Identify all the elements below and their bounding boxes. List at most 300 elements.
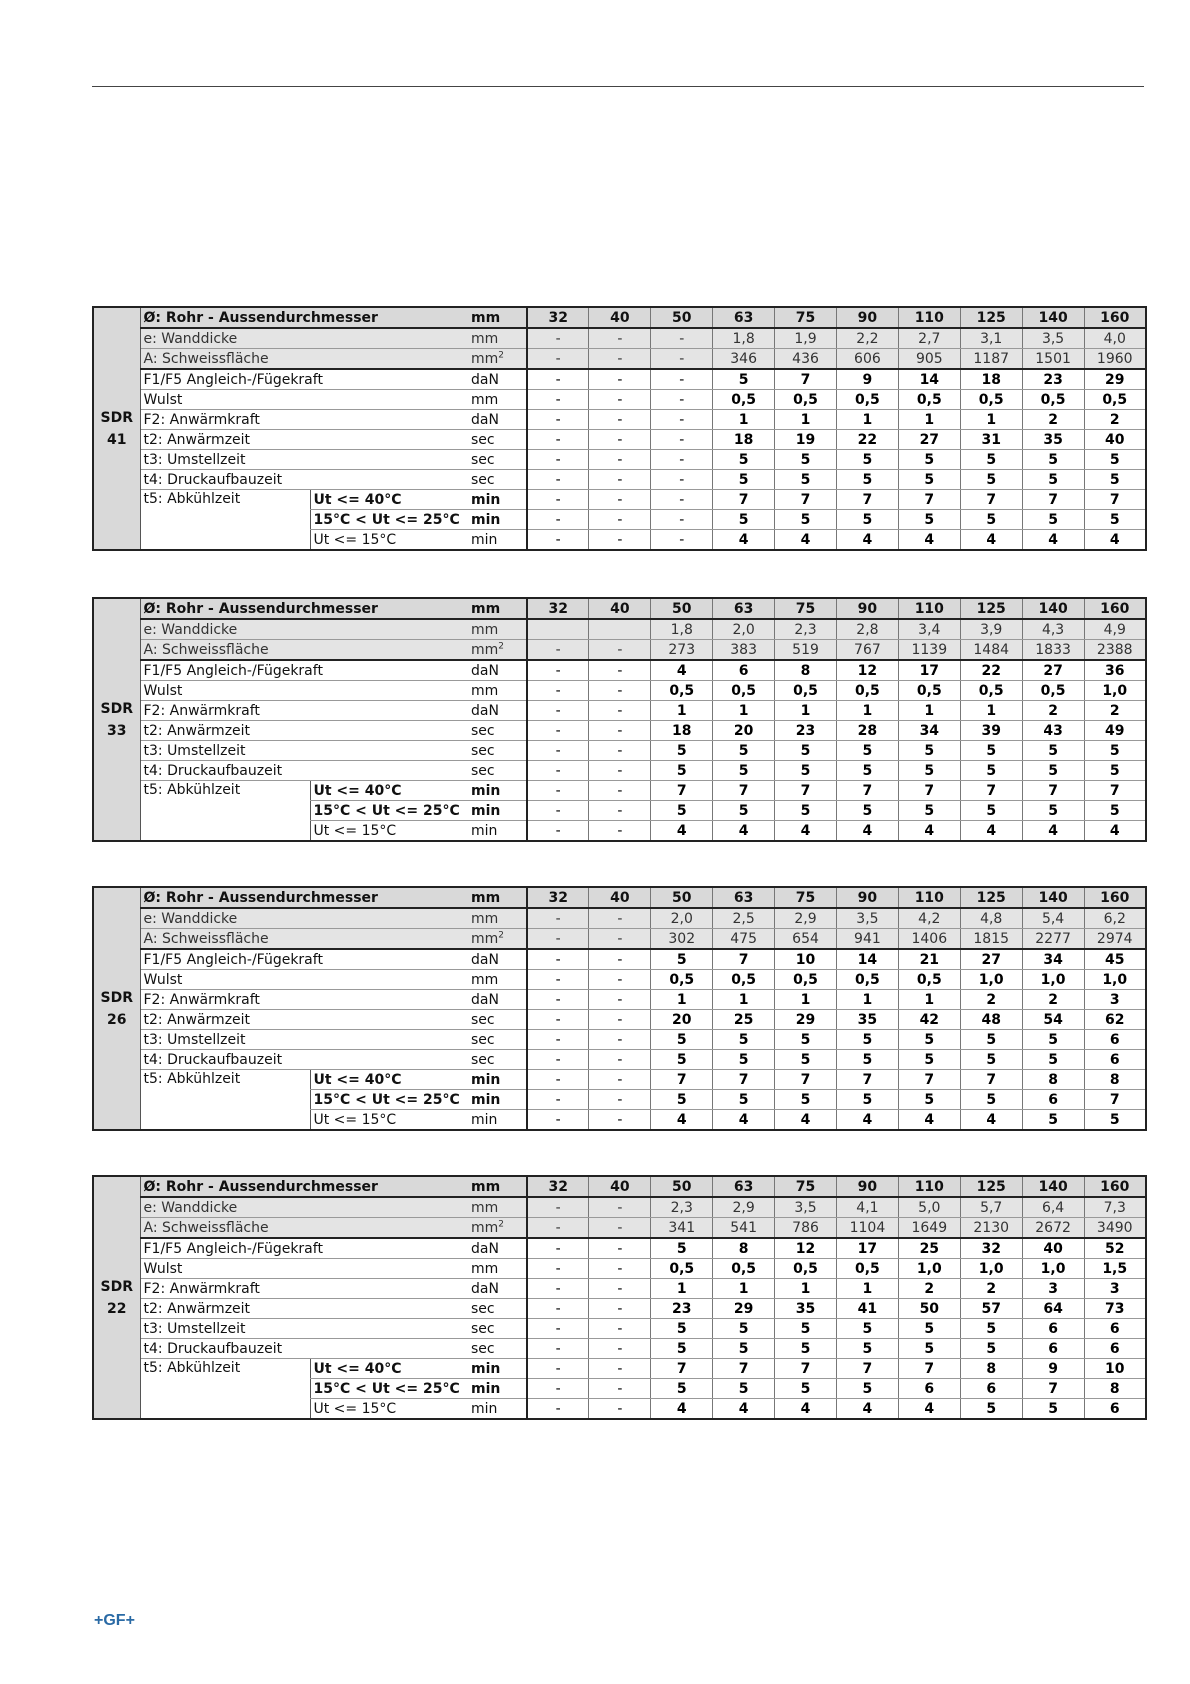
heating-force-row-cell: 1 [775, 1279, 837, 1299]
cooling-time-row-1-cell: 7 [960, 1070, 1022, 1090]
changeover-time-row-cell: 5 [775, 1030, 837, 1050]
bead-row-cell: 1,0 [1084, 681, 1146, 701]
cooling-time-row-3-cell: 4 [651, 1110, 713, 1131]
heating-time-row-cell: 54 [1022, 1010, 1084, 1030]
pressure-buildup-row-cell: 6 [1084, 1339, 1146, 1359]
wall-thickness-row-cell: 2,8 [836, 619, 898, 640]
heating-force-row-cell: - [527, 1279, 589, 1299]
cooling-time-row-3-cell: 4 [898, 1399, 960, 1420]
weld-area-row-cell: - [589, 640, 651, 661]
changeover-time-row-cell: - [527, 1319, 589, 1339]
pressure-buildup-row-cell: - [589, 470, 651, 490]
pressure-buildup-row-cell: - [589, 761, 651, 781]
heating-time-row-cell: - [527, 430, 589, 450]
cooling-time-row-2-cell: - [527, 1090, 589, 1110]
weld-area-row-cell: 1833 [1022, 640, 1084, 661]
joining-force-row-cell: 5 [651, 1238, 713, 1259]
condition-label: Ut <= 15°C [310, 821, 465, 842]
changeover-time-row-cell: 5 [1084, 741, 1146, 761]
heating-time-row-cell: 18 [651, 721, 713, 741]
heating-force-row-cell: 1 [775, 410, 837, 430]
wall-thickness-row-cell: 4,1 [836, 1197, 898, 1218]
row-label: F2: Anwärmkraft [140, 990, 465, 1010]
changeover-time-row-cell: 5 [651, 1319, 713, 1339]
changeover-time-row-cell: 5 [898, 1319, 960, 1339]
wall-thickness-row-cell: 1,8 [713, 328, 775, 349]
cooling-time-row-2-cell: 7 [1022, 1379, 1084, 1399]
sdr-value: 41 [107, 431, 127, 448]
unit-label: mm [465, 970, 527, 990]
diameter-row-cell: 90 [836, 887, 898, 908]
joining-force-row-cell: - [589, 369, 651, 390]
cooling-time-row-1-cell: 7 [960, 781, 1022, 801]
cooling-time-row-1-cell: 7 [1084, 781, 1146, 801]
bead-row-cell: 0,5 [960, 681, 1022, 701]
wall-thickness-row [93, 328, 1146, 349]
cooling-time-row-2-cell: 5 [775, 1090, 837, 1110]
heating-time-row-cell: 29 [713, 1299, 775, 1319]
diameter-row-cell: 75 [775, 1176, 837, 1197]
changeover-time-row-cell: 5 [713, 1030, 775, 1050]
cooling-time-row-2-cell: 5 [1022, 510, 1084, 530]
condition-label: Ut <= 15°C [310, 1399, 465, 1420]
squared-superscript: 2 [498, 640, 505, 651]
cooling-time-row-3-cell: - [527, 530, 589, 551]
condition-label: Ut <= 40°C [310, 781, 465, 801]
row-label: e: Wanddicke [140, 908, 465, 929]
pressure-buildup-row-cell: - [527, 470, 589, 490]
changeover-time-row-cell: 5 [960, 741, 1022, 761]
weld-area-row-cell: 1501 [1022, 349, 1084, 370]
cooling-time-row-3-cell: 4 [836, 1399, 898, 1420]
joining-force-row-cell: - [589, 949, 651, 970]
unit-label: sec [465, 1319, 527, 1339]
unit-text: mm [471, 350, 499, 367]
changeover-time-row-cell: 5 [960, 1030, 1022, 1050]
unit-label: mm [465, 681, 527, 701]
changeover-time-row-cell: - [589, 741, 651, 761]
diameter-row [93, 598, 1146, 619]
cooling-time-row-3-cell: - [589, 530, 651, 551]
pressure-buildup-row-cell: 5 [898, 1050, 960, 1070]
joining-force-row-cell: 5 [651, 949, 713, 970]
diameter-row-cell: 125 [960, 1176, 1022, 1197]
row-label: t4: Druckaufbauzeit [140, 1050, 465, 1070]
heating-time-row [93, 1010, 1146, 1030]
wall-thickness-row-cell: 2,7 [898, 328, 960, 349]
cooling-time-row-3-cell: - [527, 821, 589, 842]
pressure-buildup-row [93, 1339, 1146, 1359]
bead-row-cell: - [527, 1259, 589, 1279]
joining-force-row-cell: 25 [898, 1238, 960, 1259]
diameter-row-cell: 32 [527, 598, 589, 619]
bead-row-cell: - [589, 390, 651, 410]
cooling-time-row-2-cell: - [527, 801, 589, 821]
pressure-buildup-row-cell: 6 [1084, 1050, 1146, 1070]
diameter-row-cell: 90 [836, 307, 898, 328]
bead-row-cell: - [527, 970, 589, 990]
wall-thickness-row-cell: 4,9 [1084, 619, 1146, 640]
weld-area-row-cell: 302 [651, 929, 713, 950]
changeover-time-row [93, 1319, 1146, 1339]
cooling-time-row-1-cell: 7 [651, 1359, 713, 1379]
joining-force-row-cell: 4 [651, 660, 713, 681]
cooling-time-row-3-cell: 4 [651, 821, 713, 842]
cooling-time-row-3-cell: 4 [960, 1110, 1022, 1131]
unit-label: min [465, 821, 527, 842]
unit-label: daN [465, 701, 527, 721]
weld-area-row-cell: - [589, 349, 651, 370]
cooling-time-row-2-cell: 5 [713, 1090, 775, 1110]
row-label: A: Schweissfläche [140, 1218, 465, 1239]
bead-row [93, 970, 1146, 990]
cooling-time-row-1-cell: - [527, 781, 589, 801]
changeover-time-row-cell: 5 [898, 1030, 960, 1050]
diameter-row-cell: 140 [1022, 887, 1084, 908]
cooling-time-row-1-cell: 7 [713, 1359, 775, 1379]
bead-row-cell: 0,5 [713, 390, 775, 410]
row-label: t3: Umstellzeit [140, 1030, 465, 1050]
heating-time-row-cell: 62 [1084, 1010, 1146, 1030]
cooling-time-row-3-cell: 4 [713, 1399, 775, 1420]
heating-force-row-cell: - [527, 410, 589, 430]
changeover-time-row-cell: 5 [651, 1030, 713, 1050]
cooling-time-row-2-cell: 7 [1084, 1090, 1146, 1110]
cooling-time-row-2-cell: 6 [898, 1379, 960, 1399]
diameter-row-cell: 110 [898, 887, 960, 908]
heating-force-row-cell: 1 [836, 410, 898, 430]
joining-force-row-cell: 8 [775, 660, 837, 681]
pressure-buildup-row-cell: 5 [898, 470, 960, 490]
cooling-time-row-2-cell: 6 [1022, 1090, 1084, 1110]
heating-force-row-cell: 3 [1022, 1279, 1084, 1299]
unit-label: sec [465, 1339, 527, 1359]
cooling-time-row-3-cell: 4 [960, 530, 1022, 551]
joining-force-row-cell: 27 [960, 949, 1022, 970]
wall-thickness-row-cell: 4,2 [898, 908, 960, 929]
bead-row-cell: 0,5 [836, 1259, 898, 1279]
wall-thickness-row-cell [527, 619, 589, 640]
weld-area-row-cell: 2130 [960, 1218, 1022, 1239]
unit-label: sec [465, 1299, 527, 1319]
cooling-time-row-2-cell: - [589, 1379, 651, 1399]
unit-label: mm [465, 1259, 527, 1279]
weld-area-row-cell: 475 [713, 929, 775, 950]
unit-label: min [465, 1359, 527, 1379]
cooling-time-row-2-cell: - [527, 1379, 589, 1399]
joining-force-row-cell: 32 [960, 1238, 1022, 1259]
cooling-time-row-3-cell: 4 [836, 530, 898, 551]
heating-force-row-cell: 2 [960, 1279, 1022, 1299]
changeover-time-row-cell: - [589, 450, 651, 470]
cooling-time-row-1-cell: - [527, 490, 589, 510]
bead-row-cell: 1,0 [960, 1259, 1022, 1279]
pressure-buildup-row-cell: 5 [836, 1339, 898, 1359]
diameter-row-cell: 63 [713, 1176, 775, 1197]
bead-row-cell: 1,0 [960, 970, 1022, 990]
heating-time-row-cell: 20 [651, 1010, 713, 1030]
heating-force-row-cell: 1 [898, 990, 960, 1010]
diameter-row-cell: 160 [1084, 887, 1146, 908]
wall-thickness-row-cell: 2,9 [775, 908, 837, 929]
cooling-time-row-1-cell: 7 [836, 781, 898, 801]
weld-area-row-cell: 3490 [1084, 1218, 1146, 1239]
diameter-row-cell: 75 [775, 307, 837, 328]
changeover-time-row-cell: 5 [1084, 450, 1146, 470]
wall-thickness-row-cell: - [651, 328, 713, 349]
joining-force-row-cell: 23 [1022, 369, 1084, 390]
unit-label: mm [465, 598, 527, 619]
row-label: F1/F5 Angleich-/Fügekraft [140, 1238, 465, 1259]
heating-time-row-cell: 42 [898, 1010, 960, 1030]
heating-time-row-cell: 29 [775, 1010, 837, 1030]
changeover-time-row-cell: 5 [1022, 450, 1084, 470]
changeover-time-row-cell: - [589, 1030, 651, 1050]
cooling-time-row-2-cell: 5 [713, 510, 775, 530]
wall-thickness-row-cell: 3,5 [1022, 328, 1084, 349]
bead-row [93, 1259, 1146, 1279]
heating-force-row-cell: - [651, 410, 713, 430]
weld-area-row-cell: 383 [713, 640, 775, 661]
unit-label: mm [465, 619, 527, 640]
unit-text: mm [471, 930, 499, 947]
cooling-time-row-2-cell: 6 [960, 1379, 1022, 1399]
pressure-buildup-row-cell: 5 [651, 761, 713, 781]
cooling-time-row-1-cell: - [589, 1070, 651, 1090]
diameter-row-cell: 140 [1022, 598, 1084, 619]
cooling-time-row-1-cell: 7 [713, 490, 775, 510]
pressure-buildup-row-cell: 5 [1022, 1050, 1084, 1070]
heating-time-row-cell: - [527, 1010, 589, 1030]
cooling-time-row-1-cell: 10 [1084, 1359, 1146, 1379]
heating-force-row-cell: 1 [713, 990, 775, 1010]
heating-force-row [93, 1279, 1146, 1299]
sdr-value: 33 [107, 722, 127, 739]
cooling-time-row-3-cell: 4 [1022, 530, 1084, 551]
pressure-buildup-row-cell: 5 [960, 761, 1022, 781]
cooling-time-row-3-cell: - [651, 530, 713, 551]
cooling-time-row-2-cell: 5 [775, 801, 837, 821]
changeover-time-row-cell: 5 [898, 741, 960, 761]
row-label: t2: Anwärmzeit [140, 721, 465, 741]
sdr-text: SDR [100, 409, 133, 426]
sdr-label [93, 307, 140, 550]
condition-label: 15°C < Ut <= 25°C [310, 1379, 465, 1399]
diameter-row-cell: 63 [713, 307, 775, 328]
diameter-row-cell: 160 [1084, 1176, 1146, 1197]
cooling-time-row-3-cell: 4 [775, 821, 837, 842]
heating-time-row-cell: 50 [898, 1299, 960, 1319]
unit-label: sec [465, 1030, 527, 1050]
changeover-time-row-cell: 5 [713, 1319, 775, 1339]
changeover-time-row-cell: 5 [836, 450, 898, 470]
unit-label: sec [465, 470, 527, 490]
cooling-time-row-2-cell: 5 [1022, 801, 1084, 821]
heating-force-row-cell: 2 [960, 990, 1022, 1010]
unit-label: daN [465, 990, 527, 1010]
cooling-time-row-3-cell: 5 [1084, 1110, 1146, 1131]
cooling-time-row-1-cell: 7 [1084, 490, 1146, 510]
heating-time-row-cell: - [589, 721, 651, 741]
unit-label: min [465, 1090, 527, 1110]
pressure-buildup-row-cell: 5 [713, 470, 775, 490]
diameter-row-cell: 160 [1084, 307, 1146, 328]
unit-label: sec [465, 450, 527, 470]
wall-thickness-row-cell: 3,4 [898, 619, 960, 640]
bead-row-cell: 0,5 [898, 970, 960, 990]
diameter-row-cell: 32 [527, 887, 589, 908]
heating-force-row-cell: 1 [836, 1279, 898, 1299]
weld-area-row-cell: 346 [713, 349, 775, 370]
joining-force-row [93, 1238, 1146, 1259]
joining-force-row-cell: 5 [713, 369, 775, 390]
wall-thickness-row-cell [589, 619, 651, 640]
weld-area-row-cell: 436 [775, 349, 837, 370]
cooling-time-row-1-cell: 7 [836, 1359, 898, 1379]
bead-row-cell: 0,5 [1022, 390, 1084, 410]
wall-thickness-row-cell: 4,0 [1084, 328, 1146, 349]
cooling-time-row-1-cell: 7 [775, 490, 837, 510]
pressure-buildup-row-cell: 5 [898, 1339, 960, 1359]
wall-thickness-row-cell: - [527, 908, 589, 929]
heating-force-row-cell: - [527, 990, 589, 1010]
changeover-time-row-cell: - [527, 1030, 589, 1050]
diameter-row-cell: 110 [898, 598, 960, 619]
joining-force-row-cell: 21 [898, 949, 960, 970]
changeover-time-row-cell: 5 [960, 450, 1022, 470]
bead-row-cell: 1,0 [1022, 970, 1084, 990]
cooling-time-row-2-cell: 5 [960, 510, 1022, 530]
cooling-time-row-1-cell: - [527, 1359, 589, 1379]
heating-force-row-cell: 1 [651, 1279, 713, 1299]
cooling-time-row-2-cell: 5 [651, 801, 713, 821]
weld-area-row-cell: 1187 [960, 349, 1022, 370]
heating-force-row-cell: 2 [1084, 410, 1146, 430]
cooling-time-row-3-cell: 4 [713, 821, 775, 842]
pressure-buildup-row-cell: - [527, 761, 589, 781]
heating-time-row [93, 430, 1146, 450]
heating-force-row-cell: - [589, 410, 651, 430]
joining-force-row-cell: 29 [1084, 369, 1146, 390]
row-label: F1/F5 Angleich-/Fügekraft [140, 949, 465, 970]
wall-thickness-row-cell: 6,2 [1084, 908, 1146, 929]
pressure-buildup-row-cell: 5 [898, 761, 960, 781]
weld-area-row-cell: 1649 [898, 1218, 960, 1239]
unit-label: min [465, 781, 527, 801]
cooling-time-row-1-cell: 7 [1022, 490, 1084, 510]
unit-label: min [465, 490, 527, 510]
row-label: F2: Anwärmkraft [140, 1279, 465, 1299]
heating-time-row-cell: 20 [713, 721, 775, 741]
sdr-value: 26 [107, 1011, 127, 1028]
wall-thickness-row-cell: 1,9 [775, 328, 837, 349]
weld-area-row-cell: - [589, 929, 651, 950]
gf-logo: +GF+ [94, 1612, 135, 1629]
unit-label: daN [465, 660, 527, 681]
heating-time-row-cell: 22 [836, 430, 898, 450]
wall-thickness-row [93, 908, 1146, 929]
heating-force-row-cell: 1 [898, 410, 960, 430]
sdr-table-22 [92, 1175, 1147, 1420]
diameter-row-cell: 125 [960, 307, 1022, 328]
cooling-time-row-1-cell: 7 [713, 1070, 775, 1090]
bead-row-cell: 0,5 [775, 681, 837, 701]
cooling-time-row-3-cell: 4 [775, 530, 837, 551]
unit-label: sec [465, 721, 527, 741]
heating-time-row-cell: - [651, 430, 713, 450]
cooling-time-row-2-cell: 5 [960, 1090, 1022, 1110]
heating-force-row-cell: 1 [651, 701, 713, 721]
weld-area-row-cell: 654 [775, 929, 837, 950]
condition-label: 15°C < Ut <= 25°C [310, 801, 465, 821]
joining-force-row-cell: 17 [898, 660, 960, 681]
diameter-row-cell: 63 [713, 887, 775, 908]
cooling-time-row-3-cell: 4 [713, 1110, 775, 1131]
heating-time-row-cell: 43 [1022, 721, 1084, 741]
diameter-row-cell: 75 [775, 887, 837, 908]
cooling-time-row-1-cell: - [589, 1359, 651, 1379]
unit-label: daN [465, 410, 527, 430]
pressure-buildup-row-cell: - [527, 1050, 589, 1070]
heating-time-row-cell: 23 [775, 721, 837, 741]
row-label: e: Wanddicke [140, 619, 465, 640]
condition-label: Ut <= 40°C [310, 490, 465, 510]
joining-force-row-cell: 17 [836, 1238, 898, 1259]
cooling-time-row-2-cell: 5 [1084, 801, 1146, 821]
cooling-time-row-3-cell: 4 [836, 821, 898, 842]
row-label: t4: Druckaufbauzeit [140, 1339, 465, 1359]
cooling-time-row-1-cell: 7 [898, 1359, 960, 1379]
heating-time-row-cell: 35 [775, 1299, 837, 1319]
wall-thickness-row-cell: 2,2 [836, 328, 898, 349]
joining-force-row-cell: - [589, 660, 651, 681]
heating-force-row-cell: 1 [713, 410, 775, 430]
bead-row-cell: 0,5 [713, 1259, 775, 1279]
cooling-time-row-3-cell: 6 [1084, 1399, 1146, 1420]
cooling-time-row-3-cell: 5 [1022, 1110, 1084, 1131]
changeover-time-row-cell: 5 [960, 1319, 1022, 1339]
condition-label: 15°C < Ut <= 25°C [310, 1090, 465, 1110]
heating-force-row [93, 701, 1146, 721]
cooling-time-row-1-cell: 9 [1022, 1359, 1084, 1379]
heating-time-row-cell: 31 [960, 430, 1022, 450]
cooling-time-row-3-cell: 4 [1084, 530, 1146, 551]
heating-time-row-cell: 19 [775, 430, 837, 450]
cooling-time-row-1-cell: 8 [1022, 1070, 1084, 1090]
cooling-time-row-2-cell: 5 [836, 1379, 898, 1399]
weld-area-row-cell: - [527, 640, 589, 661]
heating-force-row-cell: 2 [1022, 990, 1084, 1010]
changeover-time-row-cell: 5 [713, 741, 775, 761]
cooling-time-row-1-cell: 7 [651, 1070, 713, 1090]
row-label: F1/F5 Angleich-/Fügekraft [140, 369, 465, 390]
changeover-time-row-cell: - [651, 450, 713, 470]
cooling-time-row-2-cell: 8 [1084, 1379, 1146, 1399]
pressure-buildup-row-cell: 5 [836, 1050, 898, 1070]
bead-row [93, 390, 1146, 410]
pressure-buildup-row [93, 470, 1146, 490]
heating-force-row-cell: 1 [713, 701, 775, 721]
heating-force-row-cell: 1 [713, 1279, 775, 1299]
row-label: t5: Abkühlzeit [143, 491, 241, 507]
weld-area-row-cell: 341 [651, 1218, 713, 1239]
unit-text: mm [471, 1219, 499, 1236]
wall-thickness-row-cell: 2,3 [775, 619, 837, 640]
cooling-time-row-1-cell: - [589, 781, 651, 801]
cooling-time-row-1-cell: 7 [898, 781, 960, 801]
wall-thickness-row-cell: 7,3 [1084, 1197, 1146, 1218]
wall-thickness-row-cell: - [527, 328, 589, 349]
